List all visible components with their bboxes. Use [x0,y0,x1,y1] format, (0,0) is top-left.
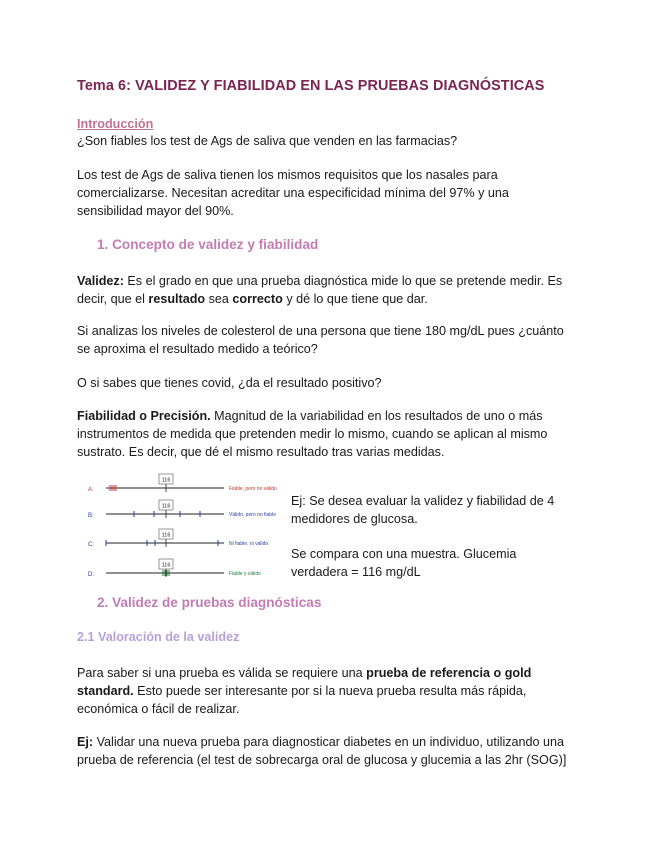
section1-heading: 1. Concepto de validez y fiabilidad [97,237,319,252]
meter-row-a [88,474,277,493]
validez-bold-correcto: correcto [232,292,283,306]
covid-line: O si sabes que tienes covid, ¿da el resultado positivo? [77,376,382,390]
true-value-label: 116 [161,477,171,484]
row-letter: D: [88,572,94,578]
row-letter: B: [88,513,94,519]
validez-label: Validez: [77,274,124,288]
section2-heading: 2. Validez de pruebas diagnósticas [97,595,322,610]
row-caption: Fiable, pero no válido [229,486,277,492]
fiabilidad-paragraph [77,407,547,461]
colesterol-line: se aproxima el resultado medido a teórico? [77,342,318,356]
intro-line: Los test de Ags de saliva tienen los mismos requisitos que los nasales para [77,168,498,182]
meters-figure [86,470,286,580]
intro-paragraph [77,166,509,220]
gold-text: Para saber si una prueba es válida se requiere una [77,666,367,680]
fiabilidad-label: Fiabilidad o Precisión. [77,409,211,423]
gold-bold: prueba de referencia o gold [366,666,532,680]
validez-text: Es el grado en que una prueba diagnóstica mide lo que se pretende medir. Es [123,274,563,288]
row-letter: A: [88,487,94,493]
intro-question: ¿Son fiables los test de Ags de saliva que venden en las farmacias? [77,134,458,148]
intro-heading: Introducción [77,117,154,131]
row-letter: C: [88,542,94,548]
validez-bold-resultado: resultado [148,292,206,306]
row-caption: Ni fiable, ni válido [229,541,269,547]
example-line: verdadera = 116 mg/dL [291,565,421,579]
meter-row-d [88,559,261,578]
fiabilidad-text: instrumentos de medida que pretenden medir lo mismo, cuando se aplican al mismo [77,427,548,441]
page-title: Tema 6: VALIDEZ Y FIABILIDAD EN LAS PRUEBAS DIAGNÓSTICAS [77,78,545,94]
ej-label: Ej: [77,735,94,749]
ej-text: prueba de referencia (el test de sobrecarga oral de glucosa y glucemia a las 2hr (SOG)] [77,753,567,767]
fiabilidad-text: Magnitud de la variabilidad en los resultados de uno o más [210,409,543,423]
intro-line: sensibilidad mayor del 90%. [77,204,234,218]
example-line: Ej: Se desea evaluar la validez y fiabilidad de 4 [291,494,555,508]
meter-row-c [88,529,268,548]
example-line: Se compara con una muestra. Glucemia [291,547,517,561]
validez-text: y dé lo que tiene que dar. [282,292,428,306]
gold-bold: standard. [77,684,134,698]
true-value-label: 116 [161,532,171,539]
fiabilidad-text: sustrato. Es decir, que dé el mismo resultado tras varias medidas. [77,445,445,459]
section2-1-heading: 2.1 Valoración de la validez [77,630,240,644]
example-line: medidores de glucosa. [291,512,418,526]
gold-standard-paragraph [77,664,531,718]
example-diabetes-paragraph [77,733,566,769]
validez-text: decir, que el [77,292,149,306]
row-caption: Fiable y válido [229,571,261,577]
gold-text: económica o fácil de realizar. [77,702,240,716]
true-value-label: 116 [161,503,171,510]
true-value-label: 116 [161,562,171,569]
row-caption: Válido, pero no fiable [229,512,276,518]
ej-text: Validar una nueva prueba para diagnosticar diabetes en un individuo, utilizando una [93,735,565,749]
meter-row-b [88,500,276,519]
gold-text: Esto puede ser interesante por si la nueva prueba resulta más rápida, [133,684,527,698]
validez-paragraph [77,272,562,308]
validez-text: sea [205,292,233,306]
colesterol-paragraph [77,322,564,358]
colesterol-line: Si analizas los niveles de colesterol de una persona que tiene 180 mg/dL pues ¿cuánto [77,324,564,338]
example-text [291,492,554,581]
intro-line: comercializarse. Necesitan acreditar una especificidad mínima del 97% y una [77,186,509,200]
